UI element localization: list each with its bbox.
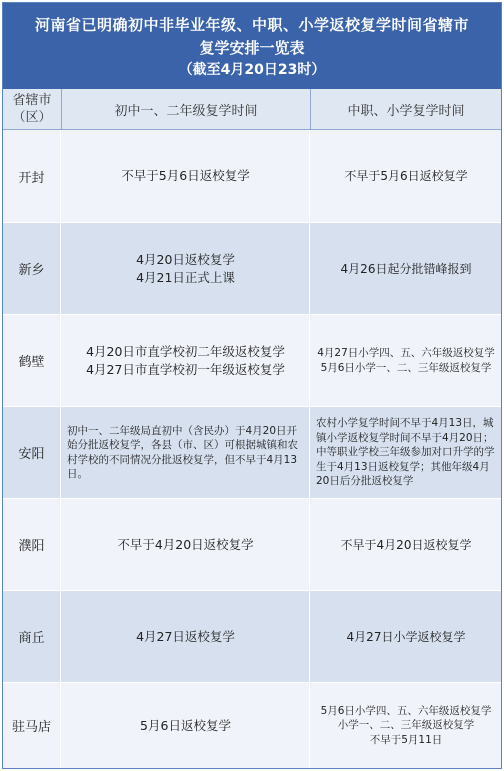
other-schedule-cell — [311, 591, 501, 682]
schedule-line: 不早于5月6日返校复学 — [344, 169, 468, 183]
other-schedule-cell — [311, 130, 501, 222]
table-row — [3, 499, 501, 591]
other-schedule-cell — [311, 499, 501, 590]
table-row — [3, 223, 501, 315]
schedule-line: 4月27日返校复学 — [136, 628, 235, 644]
table-row — [3, 683, 501, 768]
other-schedule-cell — [311, 315, 501, 406]
other-schedule-cell — [311, 407, 501, 498]
column-header-junior: 初中一、二年级复学时间 — [62, 89, 311, 130]
schedule-line: 5月6日小学一、二、三年级返校复学 — [320, 361, 492, 374]
junior-schedule-cell — [62, 130, 310, 222]
column-header-vocational-primary: 中职、小学复学时间 — [311, 89, 501, 130]
city-cell: 安阳 — [3, 407, 61, 498]
city-cell: 商丘 — [3, 591, 61, 682]
schedule-line: 4月20日返校复学 — [136, 251, 235, 267]
city-cell: 新乡 — [3, 223, 61, 314]
schedule-line: 5月6日返校复学 — [140, 717, 231, 733]
junior-schedule-cell — [62, 223, 310, 314]
schedule-line: 4月26日起分批错峰报到 — [340, 261, 472, 276]
table-row — [3, 130, 501, 223]
title-line-3: （截至4月20日23时） — [178, 62, 326, 78]
schedule-line: 小学一、二、三年级返校复学 — [337, 719, 475, 732]
schedule-line: 4月27日市直学校初一年级返校复学 — [86, 361, 285, 377]
table-title — [3, 3, 501, 89]
schedule-line: 4月20日市直学校初二年级返校复学 — [86, 343, 285, 359]
column-header-city-line2: （区） — [12, 110, 52, 125]
city-cell: 开封 — [3, 130, 61, 222]
city-cell: 驻马店 — [3, 683, 61, 768]
schedule-line: 不早于4月20日返校复学 — [117, 536, 254, 552]
city-cell: 濮阳 — [3, 499, 61, 590]
schedule-table — [2, 2, 502, 769]
title-line-2: 复学安排一览表 — [199, 39, 305, 57]
table-row — [3, 591, 501, 683]
column-header-city — [3, 89, 62, 130]
schedule-paragraph: 农村小学复学时间不早于4月13日，城镇小学返校复学时间不早于4月20日；中等职业学校三年级参加对口升学的学生于4月13日返校复学；其他年级4月20日后分批返校复学 — [316, 417, 495, 488]
junior-schedule-cell — [62, 591, 310, 682]
other-schedule-cell — [311, 683, 501, 768]
junior-schedule-cell — [62, 315, 310, 406]
city-cell: 鹤壁 — [3, 315, 61, 406]
junior-schedule-cell — [62, 499, 310, 590]
other-schedule-cell — [311, 223, 501, 314]
table-row — [3, 315, 501, 407]
schedule-line: 4月27日小学四、五、六年级返校复学 — [317, 347, 495, 359]
schedule-line: 4月21日正式上课 — [136, 269, 235, 285]
schedule-line: 不早于5月11日 — [369, 733, 443, 746]
schedule-paragraph: 初中一、二年级局直初中（含民办）于4月20日开始分批返校复学，各县（市、区）可根据城镇和农村学校的不同情况分批返校复学，但不早于4月13日。 — [67, 424, 298, 480]
title-line-1: 河南省已明确初中非毕业年级、中职、小学返校复学时间省辖市 — [34, 16, 469, 34]
schedule-line: 不早于4月20日返校复学 — [340, 537, 472, 552]
table-row — [3, 407, 501, 499]
schedule-line: 不早于5月6日返校复学 — [121, 168, 250, 183]
column-header-city-line1: 省辖市 — [12, 93, 52, 108]
schedule-line: 5月6日小学四、五、六年级返校复学 — [320, 704, 492, 717]
junior-schedule-cell — [62, 683, 310, 768]
schedule-line: 4月27日小学返校复学 — [346, 629, 466, 644]
junior-schedule-cell — [62, 407, 310, 498]
